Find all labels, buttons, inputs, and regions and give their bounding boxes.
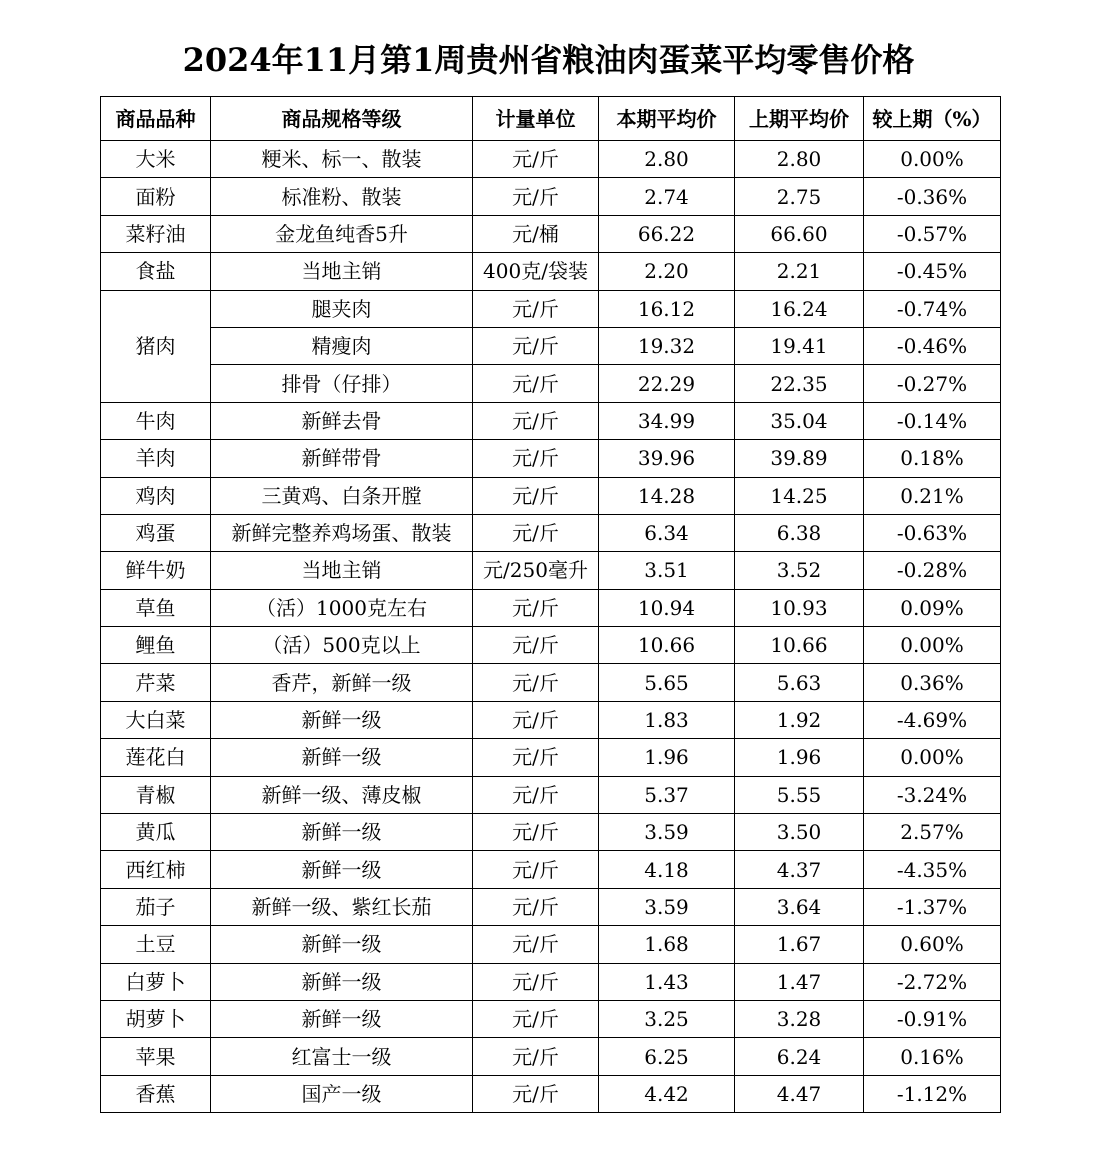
cell-unit: 400克/袋装 [473,253,599,290]
cell-previous-price: 3.28 [735,1000,864,1037]
cell-change: -0.74% [864,290,1001,327]
table-header [101,97,1001,141]
table-row [101,589,1001,626]
cell-spec: 红富士一级 [211,1038,473,1075]
cell-product: 香蕉 [101,1075,211,1112]
cell-current-price: 5.37 [599,776,735,813]
cell-current-price: 3.59 [599,814,735,851]
cell-change: 0.60% [864,926,1001,963]
cell-product: 胡萝卜 [101,1000,211,1037]
cell-current-price: 1.43 [599,963,735,1000]
cell-previous-price: 3.50 [735,814,864,851]
cell-product: 大白菜 [101,701,211,738]
cell-previous-price: 10.66 [735,627,864,664]
cell-unit: 元/桶 [473,215,599,252]
cell-spec: 精瘦肉 [211,327,473,364]
cell-previous-price: 4.47 [735,1075,864,1112]
table-row [101,851,1001,888]
cell-product: 土豆 [101,926,211,963]
cell-change: -1.12% [864,1075,1001,1112]
cell-unit: 元/斤 [473,851,599,888]
cell-spec: 新鲜完整养鸡场蛋、散装 [211,514,473,551]
cell-current-price: 3.25 [599,1000,735,1037]
cell-spec: 香芹，新鲜一级 [211,664,473,701]
cell-spec: 新鲜带骨 [211,440,473,477]
cell-unit: 元/斤 [473,589,599,626]
cell-current-price: 10.94 [599,589,735,626]
cell-change: -4.35% [864,851,1001,888]
cell-previous-price: 1.47 [735,963,864,1000]
cell-previous-price: 22.35 [735,365,864,402]
cell-previous-price: 19.41 [735,327,864,364]
cell-change: 0.21% [864,477,1001,514]
cell-previous-price: 35.04 [735,402,864,439]
table-row [101,1038,1001,1075]
cell-product: 食盐 [101,253,211,290]
cell-spec: 新鲜一级 [211,814,473,851]
cell-current-price: 1.83 [599,701,735,738]
cell-unit: 元/斤 [473,664,599,701]
cell-previous-price: 2.75 [735,178,864,215]
cell-product: 鲤鱼 [101,627,211,664]
cell-current-price: 4.42 [599,1075,735,1112]
cell-current-price: 6.34 [599,514,735,551]
cell-unit: 元/斤 [473,514,599,551]
cell-change: -1.37% [864,888,1001,925]
cell-product: 茄子 [101,888,211,925]
cell-previous-price: 3.52 [735,552,864,589]
cell-current-price: 16.12 [599,290,735,327]
cell-spec: 粳米、标一、散装 [211,141,473,178]
cell-current-price: 2.74 [599,178,735,215]
cell-product: 黄瓜 [101,814,211,851]
cell-unit: 元/斤 [473,627,599,664]
cell-unit: 元/斤 [473,1000,599,1037]
header-change: 较上期（%） [864,97,1001,141]
cell-product: 芹菜 [101,664,211,701]
header-current-price: 本期平均价 [599,97,735,141]
cell-unit: 元/斤 [473,776,599,813]
cell-current-price: 34.99 [599,402,735,439]
cell-current-price: 1.96 [599,739,735,776]
cell-previous-price: 6.38 [735,514,864,551]
table-row [101,926,1001,963]
cell-spec: 新鲜一级 [211,1000,473,1037]
cell-change: 0.09% [864,589,1001,626]
cell-change: -0.63% [864,514,1001,551]
cell-current-price: 1.68 [599,926,735,963]
cell-spec: 新鲜一级、薄皮椒 [211,776,473,813]
cell-unit: 元/250毫升 [473,552,599,589]
cell-current-price: 3.51 [599,552,735,589]
cell-product: 苹果 [101,1038,211,1075]
cell-change: -0.14% [864,402,1001,439]
cell-current-price: 22.29 [599,365,735,402]
table-body [101,141,1001,1113]
table-row [101,1000,1001,1037]
cell-spec: （活）500克以上 [211,627,473,664]
cell-product: 菜籽油 [101,215,211,252]
cell-previous-price: 4.37 [735,851,864,888]
cell-change: -2.72% [864,963,1001,1000]
cell-spec: 新鲜一级 [211,963,473,1000]
cell-previous-price: 16.24 [735,290,864,327]
cell-product: 白萝卜 [101,963,211,1000]
cell-unit: 元/斤 [473,1075,599,1112]
header-unit: 计量单位 [473,97,599,141]
table-row [101,178,1001,215]
cell-previous-price: 5.55 [735,776,864,813]
cell-product: 面粉 [101,178,211,215]
cell-product: 草鱼 [101,589,211,626]
cell-product: 鸡蛋 [101,514,211,551]
cell-spec: 新鲜一级 [211,851,473,888]
cell-change: -4.69% [864,701,1001,738]
cell-previous-price: 66.60 [735,215,864,252]
table-row [101,215,1001,252]
cell-product: 莲花白 [101,739,211,776]
cell-previous-price: 6.24 [735,1038,864,1075]
cell-unit: 元/斤 [473,926,599,963]
table-row [101,440,1001,477]
table-row [101,402,1001,439]
cell-product: 鲜牛奶 [101,552,211,589]
table-row [101,963,1001,1000]
header-row [101,97,1001,141]
cell-product: 青椒 [101,776,211,813]
cell-previous-price: 2.21 [735,253,864,290]
cell-spec: 新鲜一级 [211,739,473,776]
cell-change: -0.57% [864,215,1001,252]
cell-unit: 元/斤 [473,178,599,215]
cell-change: 0.16% [864,1038,1001,1075]
cell-unit: 元/斤 [473,888,599,925]
cell-previous-price: 10.93 [735,589,864,626]
cell-unit: 元/斤 [473,701,599,738]
table-row [101,776,1001,813]
table-row [101,552,1001,589]
header-spec: 商品规格等级 [211,97,473,141]
cell-product: 羊肉 [101,440,211,477]
cell-spec: 腿夹肉 [211,290,473,327]
cell-current-price: 4.18 [599,851,735,888]
table-row [101,514,1001,551]
cell-product: 鸡肉 [101,477,211,514]
cell-change: -0.45% [864,253,1001,290]
table-row [101,739,1001,776]
cell-current-price: 2.80 [599,141,735,178]
cell-change: 0.18% [864,440,1001,477]
cell-unit: 元/斤 [473,290,599,327]
cell-current-price: 6.25 [599,1038,735,1075]
cell-current-price: 10.66 [599,627,735,664]
cell-spec: 排骨（仔排） [211,365,473,402]
cell-current-price: 2.20 [599,253,735,290]
cell-product: 牛肉 [101,402,211,439]
cell-previous-price: 2.80 [735,141,864,178]
cell-previous-price: 1.92 [735,701,864,738]
table-row [101,888,1001,925]
cell-change: -0.27% [864,365,1001,402]
cell-unit: 元/斤 [473,739,599,776]
header-product: 商品品种 [101,97,211,141]
cell-unit: 元/斤 [473,477,599,514]
cell-spec: 新鲜去骨 [211,402,473,439]
cell-spec: 标准粉、散装 [211,178,473,215]
price-table [100,96,1001,1113]
cell-change: 0.00% [864,141,1001,178]
cell-spec: 当地主销 [211,253,473,290]
cell-change: -0.46% [864,327,1001,364]
cell-spec: 国产一级 [211,1075,473,1112]
cell-current-price: 3.59 [599,888,735,925]
cell-current-price: 14.28 [599,477,735,514]
cell-change: 2.57% [864,814,1001,851]
cell-spec: 新鲜一级 [211,926,473,963]
cell-previous-price: 1.67 [735,926,864,963]
cell-product: 大米 [101,141,211,178]
cell-change: 0.00% [864,627,1001,664]
table-row [101,327,1001,364]
cell-spec: 金龙鱼纯香5升 [211,215,473,252]
cell-current-price: 39.96 [599,440,735,477]
cell-change: -0.36% [864,178,1001,215]
cell-spec: 新鲜一级、紫红长茄 [211,888,473,925]
cell-product: 猪肉 [101,290,211,402]
cell-current-price: 19.32 [599,327,735,364]
cell-unit: 元/斤 [473,1038,599,1075]
cell-change: 0.36% [864,664,1001,701]
header-previous-price: 上期平均价 [735,97,864,141]
cell-unit: 元/斤 [473,402,599,439]
cell-change: -0.91% [864,1000,1001,1037]
cell-product: 西红柿 [101,851,211,888]
cell-spec: 新鲜一级 [211,701,473,738]
cell-unit: 元/斤 [473,963,599,1000]
cell-change: 0.00% [864,739,1001,776]
table-row [101,253,1001,290]
table-row [101,365,1001,402]
table-row [101,664,1001,701]
cell-spec: （活）1000克左右 [211,589,473,626]
cell-change: -0.28% [864,552,1001,589]
cell-unit: 元/斤 [473,440,599,477]
cell-change: -3.24% [864,776,1001,813]
table-row [101,141,1001,178]
cell-unit: 元/斤 [473,814,599,851]
cell-previous-price: 1.96 [735,739,864,776]
cell-previous-price: 5.63 [735,664,864,701]
cell-previous-price: 3.64 [735,888,864,925]
cell-current-price: 66.22 [599,215,735,252]
page-title: 2024年11月第1周贵州省粮油肉蛋菜平均零售价格 [182,41,915,79]
cell-unit: 元/斤 [473,365,599,402]
cell-previous-price: 14.25 [735,477,864,514]
table-row [101,290,1001,327]
table-row [101,477,1001,514]
cell-previous-price: 39.89 [735,440,864,477]
cell-spec: 当地主销 [211,552,473,589]
cell-unit: 元/斤 [473,327,599,364]
cell-spec: 三黄鸡、白条开膛 [211,477,473,514]
table-row [101,701,1001,738]
cell-current-price: 5.65 [599,664,735,701]
table-row [101,1075,1001,1112]
table-row [101,814,1001,851]
table-row [101,627,1001,664]
cell-unit: 元/斤 [473,141,599,178]
